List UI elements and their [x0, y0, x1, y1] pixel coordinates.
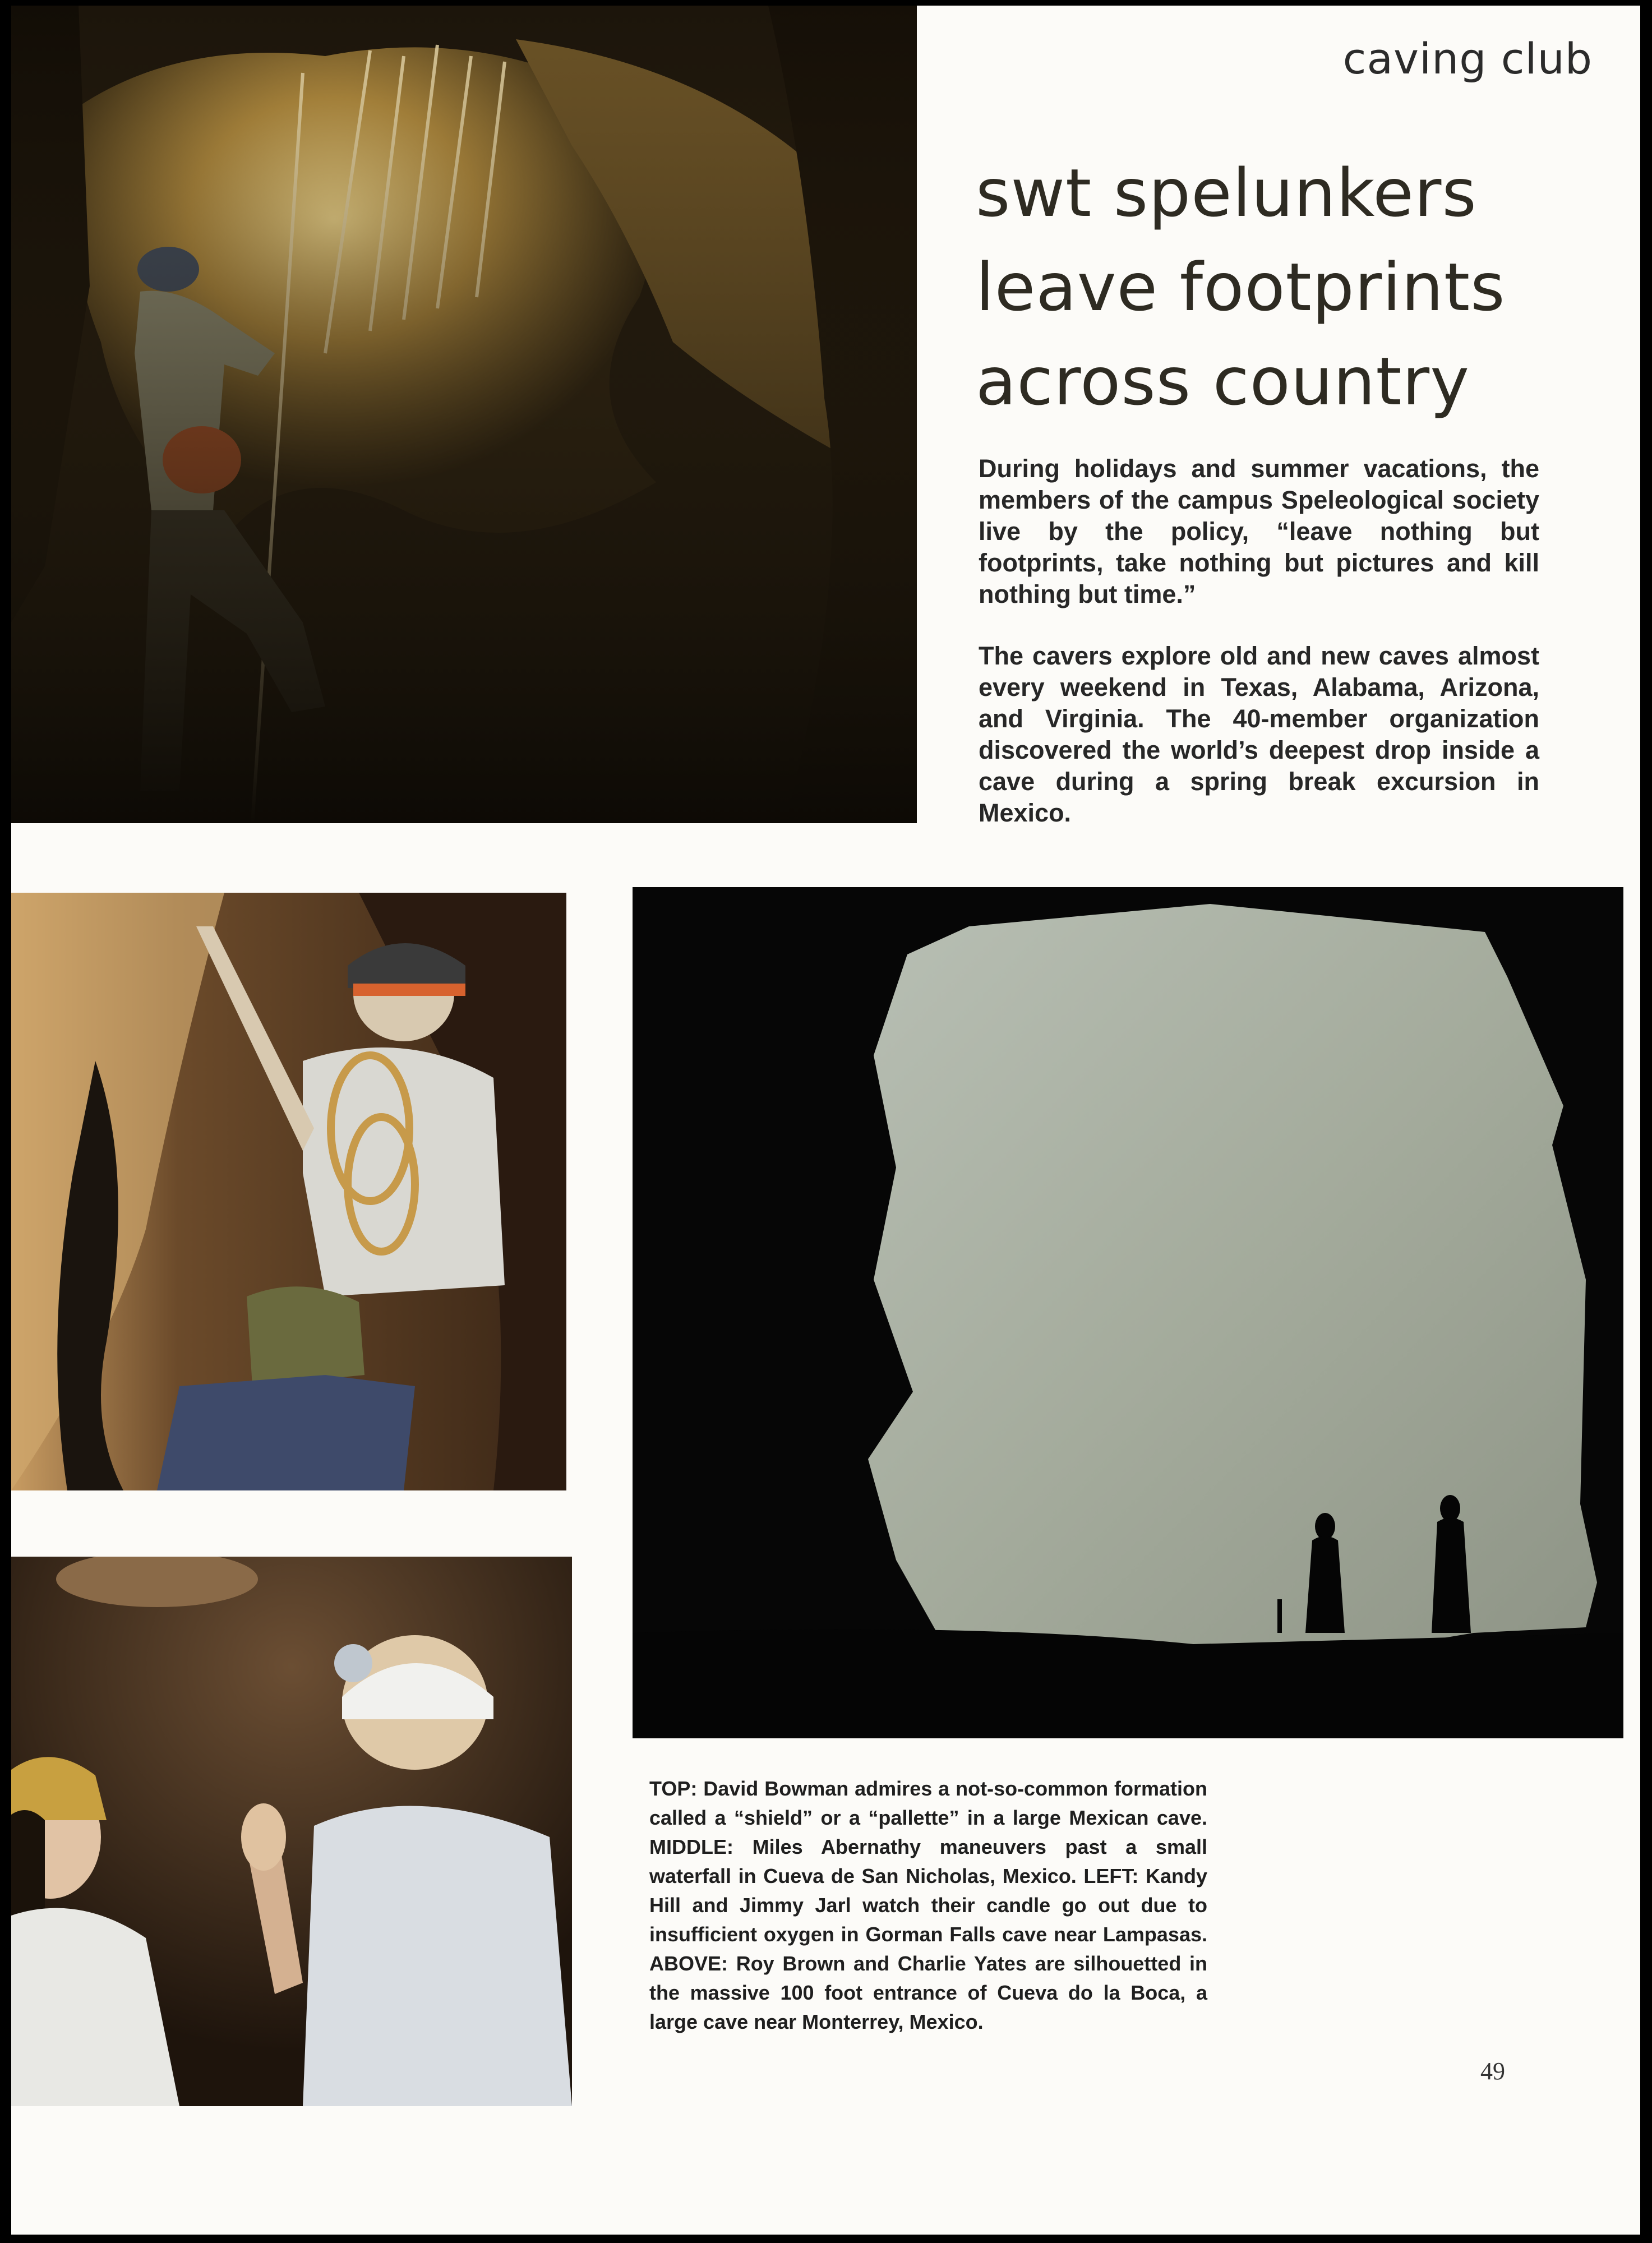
headline — [976, 146, 1604, 428]
photo-caption: TOP: David Bowman admires a not-so-common formation called a “shield” or a “pallette” in a large Mexican cave. MIDDLE: Miles Abernathy maneuvers past a small waterfall in Cueva de San Nicholas, Mexico. LEFT: Kandy Hill and Jimmy Jarl watch their candle go out due to insufficient oxygen in Gorman Falls cave near Lampasas. ABOVE: Roy Brown and Charlie Yates are silhouetted in the massive 100 foot entrance of Cueva do la Boca, a large cave near Monterrey, Mexico. — [649, 1777, 1207, 2033]
headline-line-2: leave footprints — [976, 248, 1506, 326]
photo-cave-entrance-silhouettes — [633, 887, 1623, 1738]
photo-rappelling-caver — [11, 6, 917, 823]
body-paragraph-1: During holidays and summer vacations, the members of the campus Speleological society live by the policy, “leave nothing but footprints, take nothing but pictures and kill nothing but time.” — [979, 454, 1539, 608]
photo-cavers-candle — [11, 1557, 572, 2106]
headline-line-1: swt spelunkers — [976, 154, 1477, 232]
photo-caver-waterfall — [11, 893, 566, 1490]
headline-line-3: across country — [976, 343, 1470, 420]
body-paragraph-2: The cavers explore old and new caves almost every weekend in Texas, Alabama, Arizona, and Virginia. The 40-member organization discovered the world’s deepest drop inside a cave during a spring break excursion in Mexico. — [979, 641, 1539, 827]
section-label: caving club — [1342, 34, 1593, 84]
page-number: 49 — [1480, 2057, 1505, 2085]
